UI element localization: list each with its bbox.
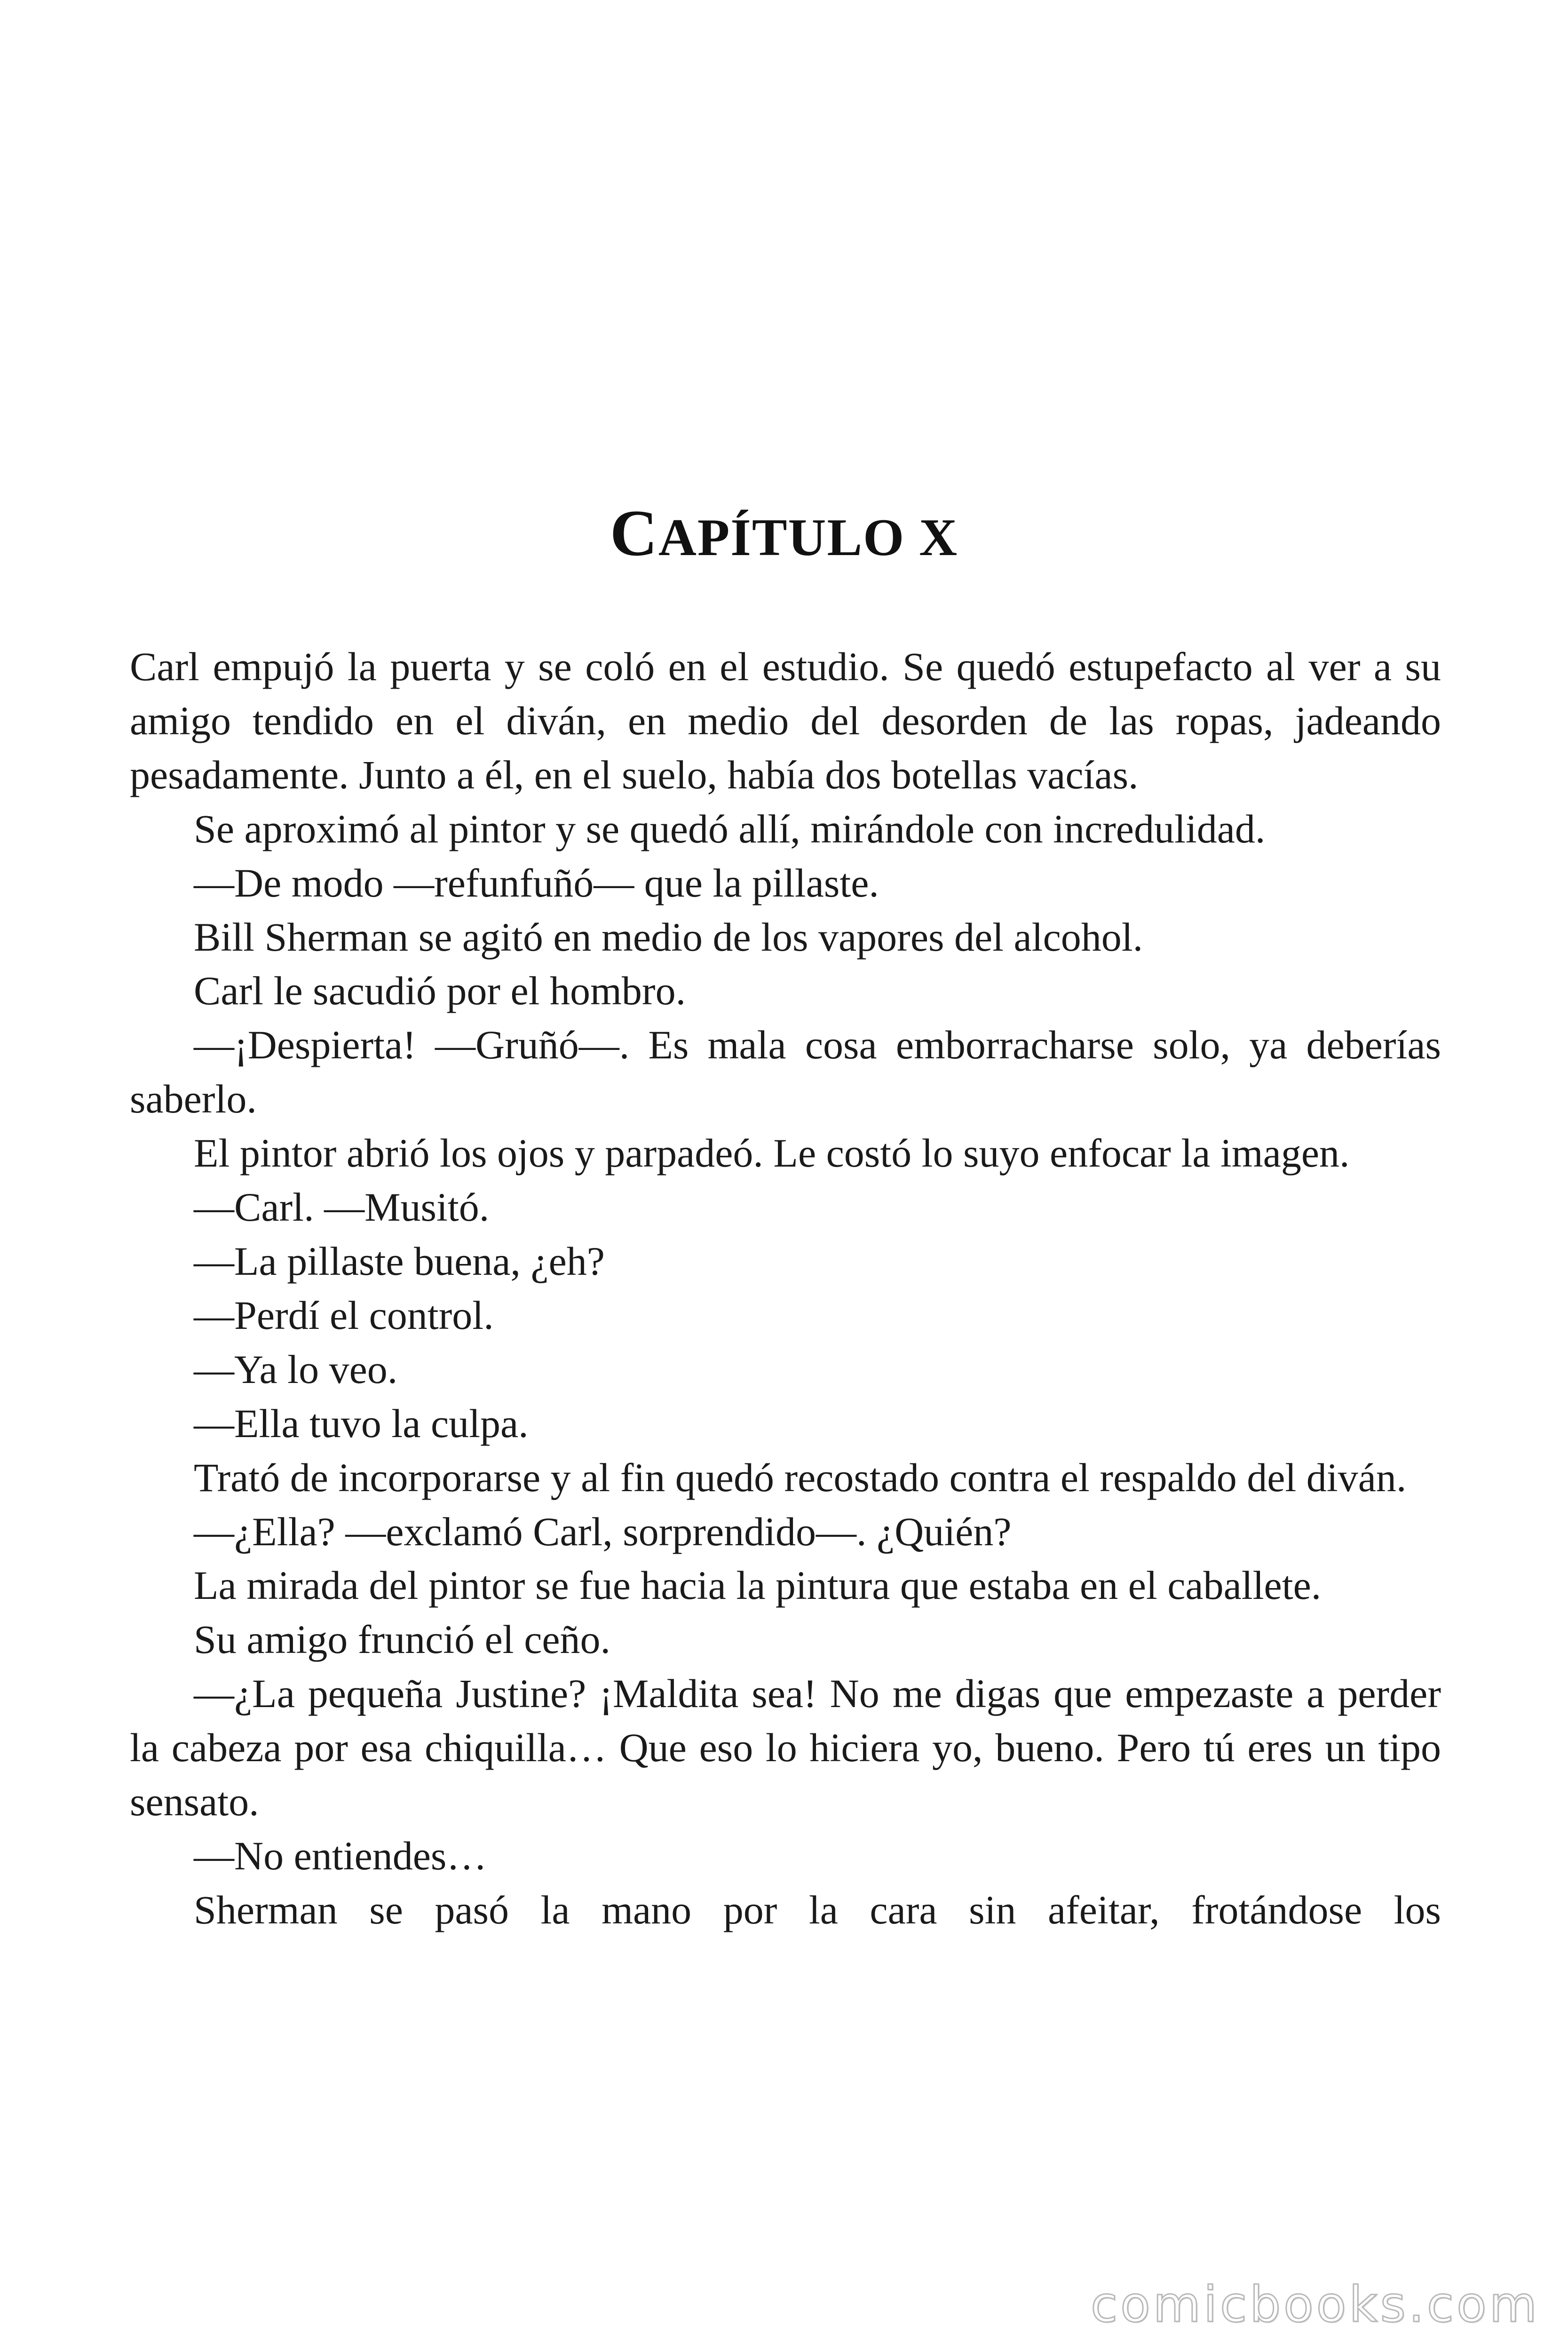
paragraph: Trató de incorporarse y al fin quedó recostado contra el respaldo del diván. bbox=[194, 1454, 1407, 1500]
paragraph: Carl empujó la puerta y se coló en el estudio. Se quedó estupefacto al ver a su amigo tendido en el diván, en medio del desorden de las ropas, jadeando pesadamente. Junto a él, en el suelo, había dos botellas vacías. bbox=[130, 644, 1441, 797]
paragraph: —No entiendes… bbox=[194, 1833, 487, 1878]
paragraph: —¿Ella? —exclamó Carl, sorprendido—. ¿Quién? bbox=[194, 1509, 1012, 1554]
chapter-body bbox=[130, 640, 1441, 1937]
paragraph: —Carl. —Musitó. bbox=[194, 1184, 490, 1230]
paragraph: Carl le sacudió por el hombro. bbox=[194, 968, 686, 1014]
watermark: comicbooks.com bbox=[1090, 2276, 1540, 2333]
paragraph: —Perdí el control. bbox=[194, 1292, 494, 1338]
chapter-title bbox=[0, 496, 1568, 575]
paragraph: Sherman se pasó la mano por la cara sin afeitar, frotándose los bbox=[194, 1887, 1441, 1932]
chapter-title-initial: C bbox=[610, 496, 658, 570]
paragraph: Bill Sherman se agitó en medio de los vapores del alcohol. bbox=[194, 914, 1143, 960]
paragraph: Su amigo frunció el ceño. bbox=[194, 1617, 611, 1662]
paragraph: Se aproximó al pintor y se quedó allí, mirándole con incredulidad. bbox=[194, 806, 1266, 851]
paragraph: —¡Despierta! —Gruñó—. Es mala cosa emborracharse solo, ya deberías saberlo. bbox=[130, 1022, 1441, 1122]
paragraph: —¿La pequeña Justine? ¡Maldita sea! No me digas que empezaste a perder la cabeza por esa chiquilla… Que eso lo hiciera yo, bueno. Pero tú eres un tipo sensato. bbox=[130, 1671, 1441, 1825]
paragraph: El pintor abrió los ojos y parpadeó. Le costó lo suyo enfocar la imagen. bbox=[194, 1130, 1350, 1176]
paragraph: —Ella tuvo la culpa. bbox=[194, 1400, 529, 1446]
chapter-title-rest: APÍTULO X bbox=[658, 508, 958, 567]
paragraph: —Ya lo veo. bbox=[194, 1346, 398, 1392]
paragraph: —La pillaste buena, ¿eh? bbox=[194, 1238, 605, 1284]
paragraph: La mirada del pintor se fue hacia la pintura que estaba en el caballete. bbox=[194, 1563, 1322, 1608]
paragraph: —De modo —refunfuñó— que la pillaste. bbox=[194, 860, 879, 906]
